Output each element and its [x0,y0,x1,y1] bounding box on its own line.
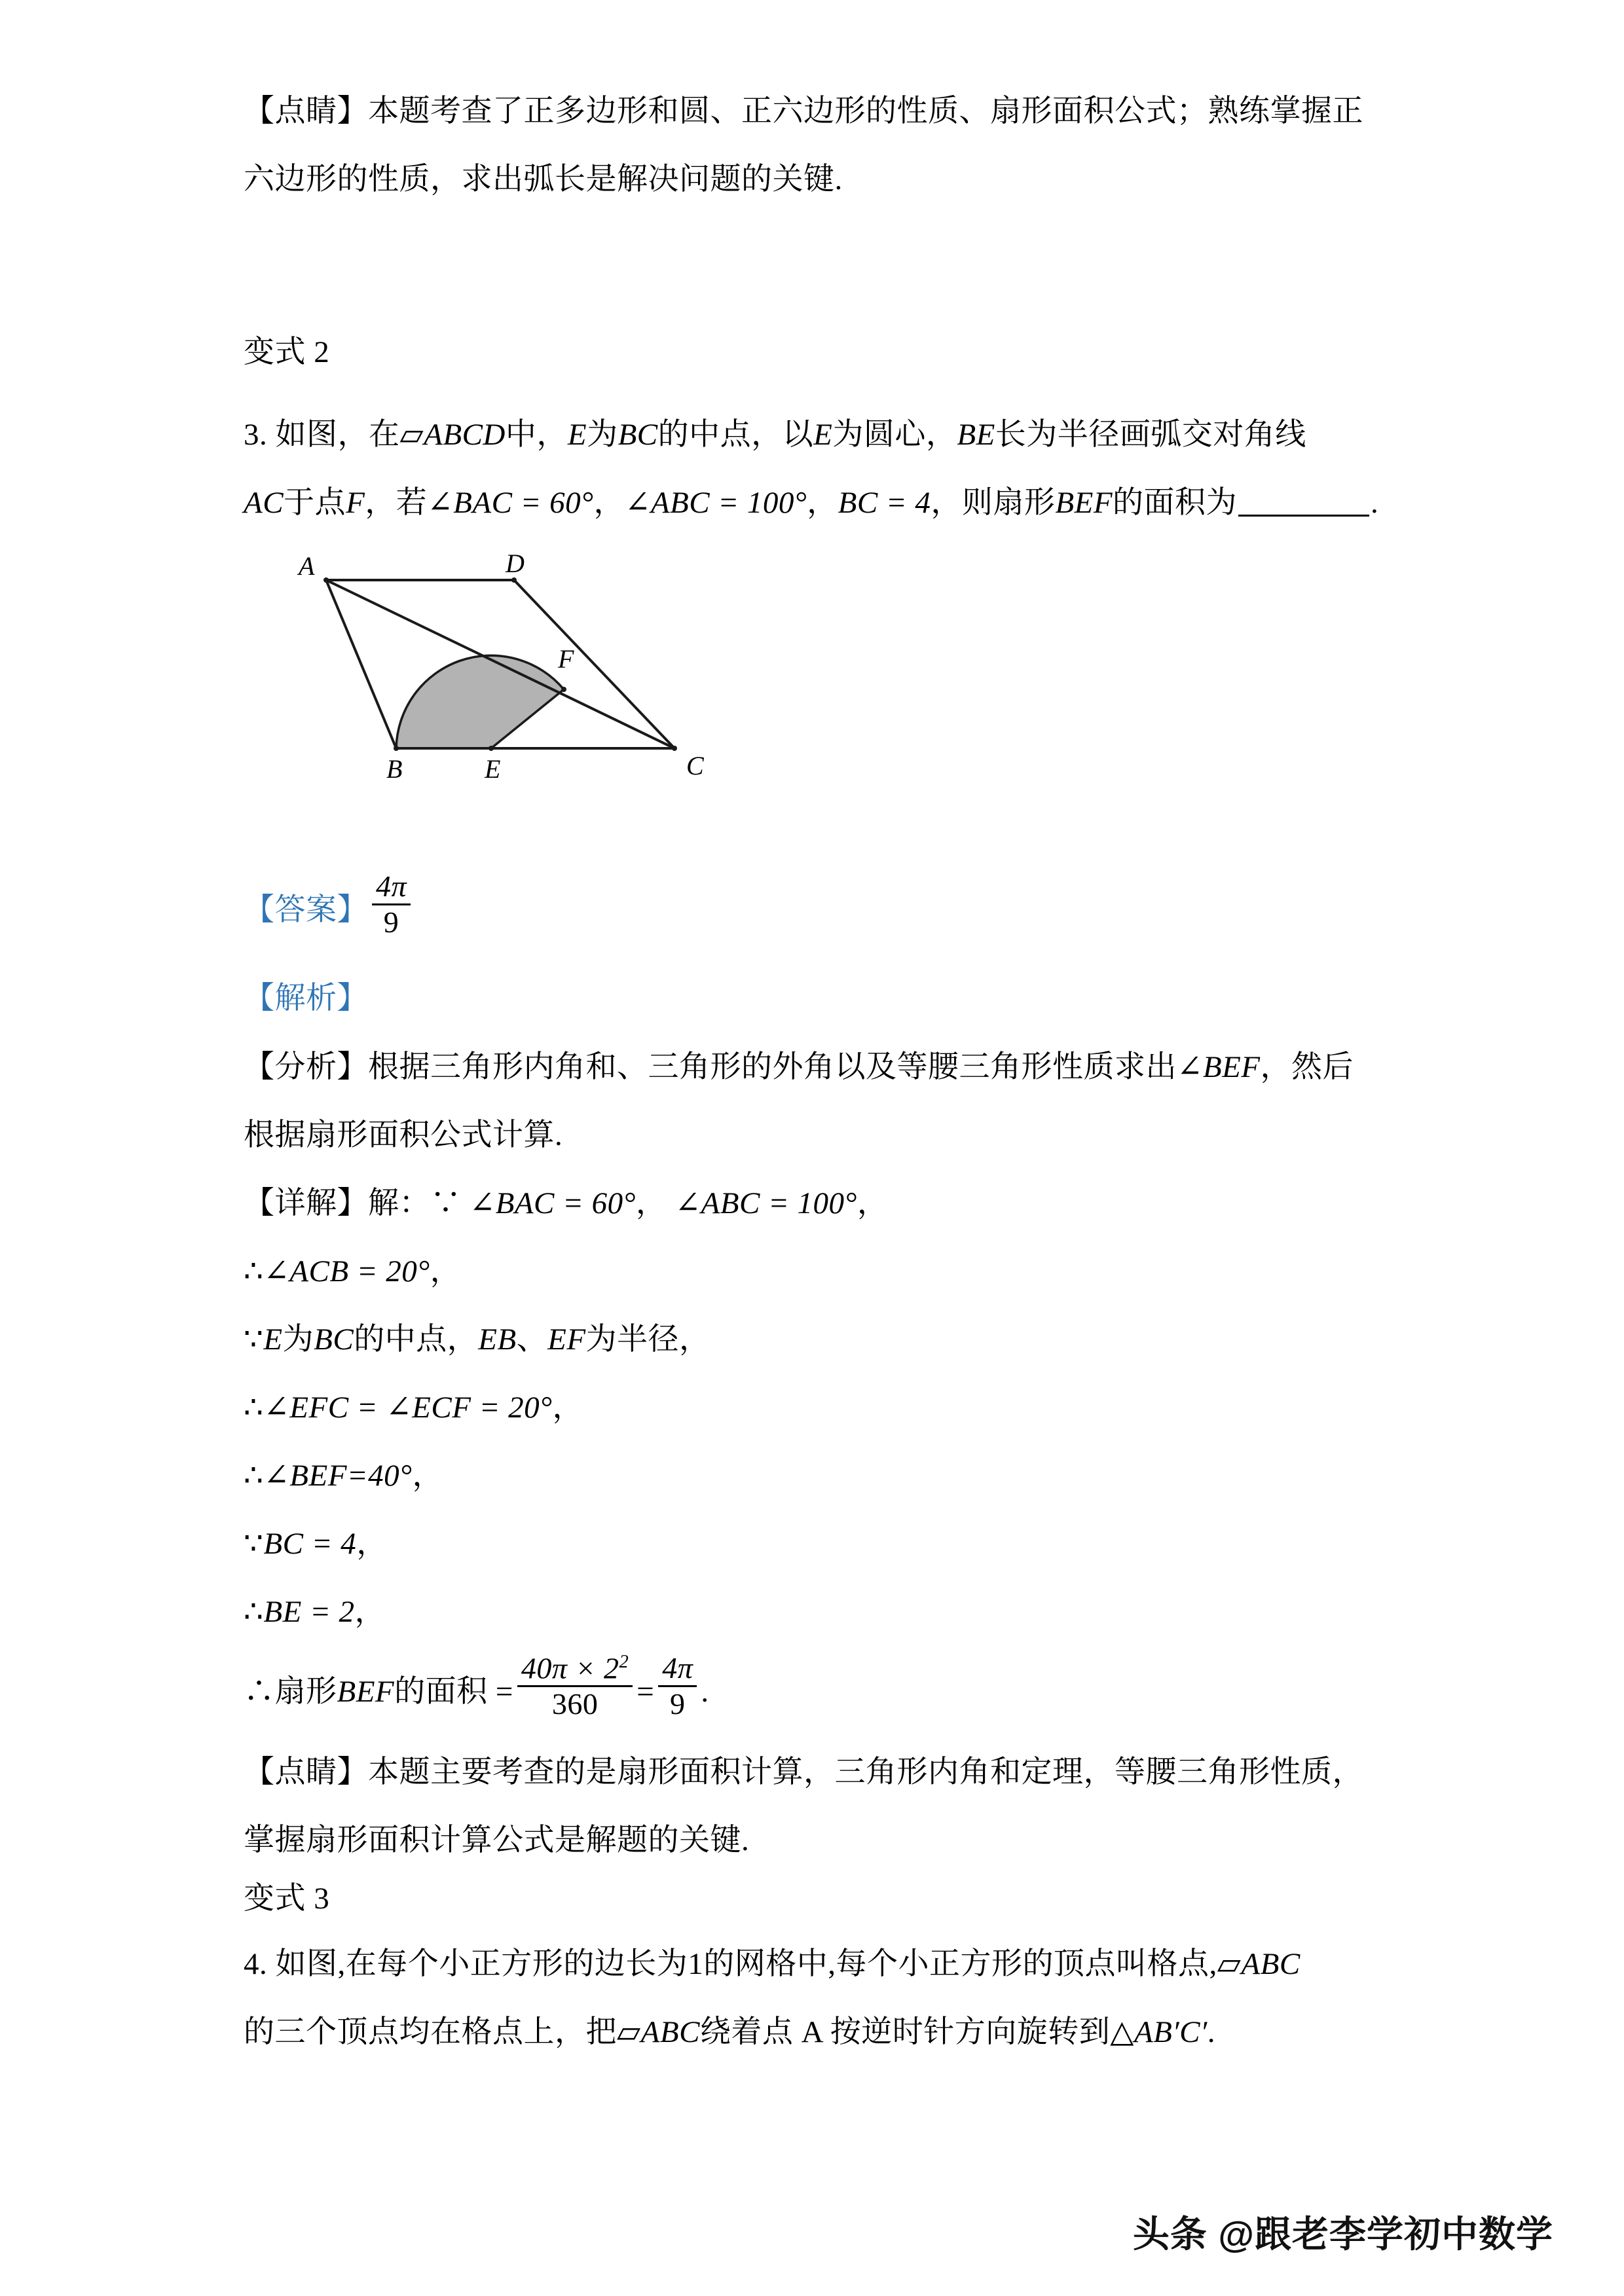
therefore-symbol-5: ∴ [244,1459,264,1493]
q3-point-e: E [567,418,587,452]
question-3-block [244,401,1383,537]
final-summary-line-2: 掌握扇形面积计算公式是解题的关键. [244,1823,750,1857]
q3-seg-be: BE [957,418,995,452]
analysis-line [244,969,1383,1028]
label-b: B [386,754,403,778]
shaded-sector-bef [396,655,564,748]
step3-seg-eb: EB [478,1322,517,1357]
because-symbol-1: ∵ [430,1186,462,1220]
answer-blank[interactable] [1238,515,1369,517]
q3-bc-value: BC = 4 [838,486,931,520]
q3-text-f: 为圆心， [832,418,957,452]
solution-steps-block [244,1169,1383,1738]
dianjing-label: 【点睛】 [244,94,368,128]
previous-summary-text-1: 本题考查了正多边形和圆、正六边形的性质、扇形面积公式；熟练掌握正 [368,94,1363,128]
question-3-number: 3. [244,418,268,452]
answer-label: 【答案】 [244,892,368,927]
step1-comma: ， [635,1186,667,1220]
dot-b [394,746,399,751]
variant-2-label: 变式 2 [244,335,330,369]
label-e: E [485,754,501,778]
previous-summary-line-2: 六边形的性质，求出弧长是解决问题的关键. [244,162,843,196]
question-4-number: 4. [244,1947,268,1981]
because-symbol-3: ∵ [244,1322,264,1357]
step8-text-a: 扇形 [274,1675,337,1709]
step7-end: ， [354,1595,386,1629]
q4-parallelogram-symbol-2: ▱ [617,2015,641,2049]
label-c: C [686,751,704,778]
question-4-line-2 [244,1998,1383,2066]
solution-step-5 [244,1442,1383,1510]
q4-abc-2: ABC [640,2015,700,2049]
q3-seg-ac: AC [244,486,284,520]
question-4-line-1 [244,1930,1383,1998]
question-3-line-2 [244,469,1383,537]
step3-seg-ef: EF [547,1322,586,1357]
solution-step-4 [244,1374,1383,1442]
triangle-symbol: △ [1110,2015,1134,2049]
final-summary-text-1: 本题主要考查的是扇形面积计算，三角形内角和定理，等腰三角形性质， [368,1755,1363,1789]
step8-period: . [701,1675,709,1709]
step4-end: ， [552,1391,583,1425]
solution-step-1 [244,1169,1383,1237]
q3-text-g: 长为半径画弧交对角线 [995,418,1306,452]
fenxi-text-1-end: ，然后 [1260,1050,1354,1084]
previous-summary-block [244,77,1383,213]
step8-num-base: 40π × 2 [521,1651,619,1685]
q4-parallelogram-symbol-1: ▱ [1217,1947,1242,1981]
answer-numerator: 4π [376,869,407,903]
step5-angle-bef: ∠BEF=40° [263,1459,413,1493]
answer-block [244,871,1383,946]
step8-numerator-1 [517,1652,633,1686]
q3-text-d: 的中点，以 [657,418,814,452]
q3-l2-a: 于点 [284,486,346,520]
step8-denominator-1: 360 [517,1685,633,1720]
q3-l2-d: ， [807,486,838,520]
step3-text-a: 为 [282,1322,314,1357]
q3-text-a: 如图，在 [275,418,400,452]
step3-point-e: E [263,1322,283,1357]
step2-angle-acb: ∠ACB = 20° [263,1254,430,1288]
fenxi-line-1 [244,1033,1383,1101]
variant-3-heading [244,1874,1383,1923]
step4-angles: ∠EFC = ∠ECF = 20° [263,1391,553,1425]
therefore-symbol-2: ∴ [244,1254,264,1288]
fenxi-angle-bef: ∠BEF [1177,1050,1261,1084]
dot-a [323,577,329,583]
dot-f [561,687,566,692]
q3-l2-c: ， [593,486,625,520]
dot-e [489,746,494,751]
analysis-label: 【解析】 [244,981,368,1015]
parallelogram-symbol: ▱ [399,418,424,452]
step6-bc: BC = 4 [263,1527,357,1561]
step5-end: ， [412,1459,443,1493]
q3-l2-e: ，则扇形 [931,486,1056,520]
q3-seg-bc: BC [618,418,658,452]
final-summary-block [244,1738,1383,1874]
xiangjie-jie: 解： [368,1186,430,1220]
label-a: A [299,551,315,581]
step8-num-exponent: 2 [619,1651,629,1672]
therefore-symbol-4: ∴ [244,1391,264,1425]
final-summary-line-1 [244,1738,1383,1806]
solution-step-2 [244,1237,1383,1305]
q4-l2-b: 绕着点 A 按逆时针方向旋转到 [699,2015,1111,2049]
q4-text-a: 如图,在每个小正方形的边长为1的网格中,每个小正方形的顶点叫格点, [275,1947,1217,1981]
fenxi-line-2: 根据扇形面积公式计算. [244,1118,563,1152]
solution-step-6 [244,1510,1383,1578]
q4-period: . [1207,2015,1216,2049]
dot-c [672,746,677,751]
step3-text-d: 为半径， [585,1322,710,1357]
label-f: F [558,644,574,674]
q4-abc-1: ABC [1241,1947,1301,1981]
previous-summary-line-1 [244,77,1383,145]
q3-period: . [1371,486,1379,520]
q3-l2-g: 的面积为 [1113,486,1238,520]
question-4-block [244,1930,1383,2066]
therefore-symbol-8: ∴ [244,1675,275,1709]
q3-text-c: 为 [587,418,618,452]
step1-end: ， [857,1186,889,1220]
dot-d [511,577,517,583]
answer-denominator: 9 [372,903,411,938]
step3-seg-bc: BC [314,1322,354,1357]
solution-step-3 [244,1305,1383,1374]
step8-denominator-2: 9 [658,1685,697,1720]
fenxi-text-1: 根据三角形内角和、三角形的外角以及等腰三角形性质求出 [368,1050,1177,1084]
step8-fraction-1 [517,1652,633,1721]
side-ba [326,580,396,748]
q3-angle-abc: ∠ABC = 100° [624,486,807,520]
q3-abcd: ABCD [424,418,506,452]
label-d: D [506,549,525,578]
solution-step-7 [244,1578,1383,1646]
xiangjie-label: 【详解】 [244,1186,368,1220]
therefore-symbol-7: ∴ [244,1595,264,1629]
variant-3-label: 变式 3 [244,1882,330,1916]
q3-sector-bef: BEF [1055,486,1113,520]
q3-text-b: 中， [505,418,568,452]
q4-abc-prime: AB′C′ [1134,2015,1208,2049]
step8-text-b: 的面积 = [394,1675,513,1709]
step8-equals: = [637,1675,655,1709]
solution-step-8 [244,1646,1383,1738]
fenxi-block [244,1033,1383,1169]
step1-angle-bac: ∠BAC = 60° [469,1186,636,1220]
q3-angle-bac: ∠BAC = 60° [427,486,594,520]
step6-end: ， [356,1527,388,1561]
watermark-text: 头条 @跟老李学初中数学 [1132,2214,1553,2255]
q3-point-e2: E [813,418,833,452]
step2-end: ， [430,1254,462,1288]
answer-fraction [372,871,411,939]
question-3-line-1 [244,401,1383,469]
step8-sector-bef: BEF [337,1675,395,1709]
analysis-block [244,969,1383,1028]
q4-l2-a: 的三个顶点均在格点上，把 [244,2015,617,2049]
step3-text-b: 的中点， [354,1322,479,1357]
q3-l2-b: ，若 [365,486,428,520]
fenxi-label: 【分析】 [244,1050,368,1084]
geometry-figure-parallelogram-abcd [275,549,812,778]
step7-be: BE = 2 [263,1595,355,1629]
q3-point-f: F [346,486,365,520]
final-dianjing-label: 【点睛】 [244,1755,368,1789]
because-symbol-6: ∵ [244,1527,264,1561]
side-dc [514,580,674,748]
step8-numerator-2: 4π [662,1651,693,1685]
variant-2-heading [244,327,1383,377]
step8-fraction-2 [658,1652,697,1721]
answer-line [244,871,1383,946]
step1-angle-abc: ∠ABC = 100° [674,1186,857,1220]
step3-text-c: 、 [516,1322,548,1357]
